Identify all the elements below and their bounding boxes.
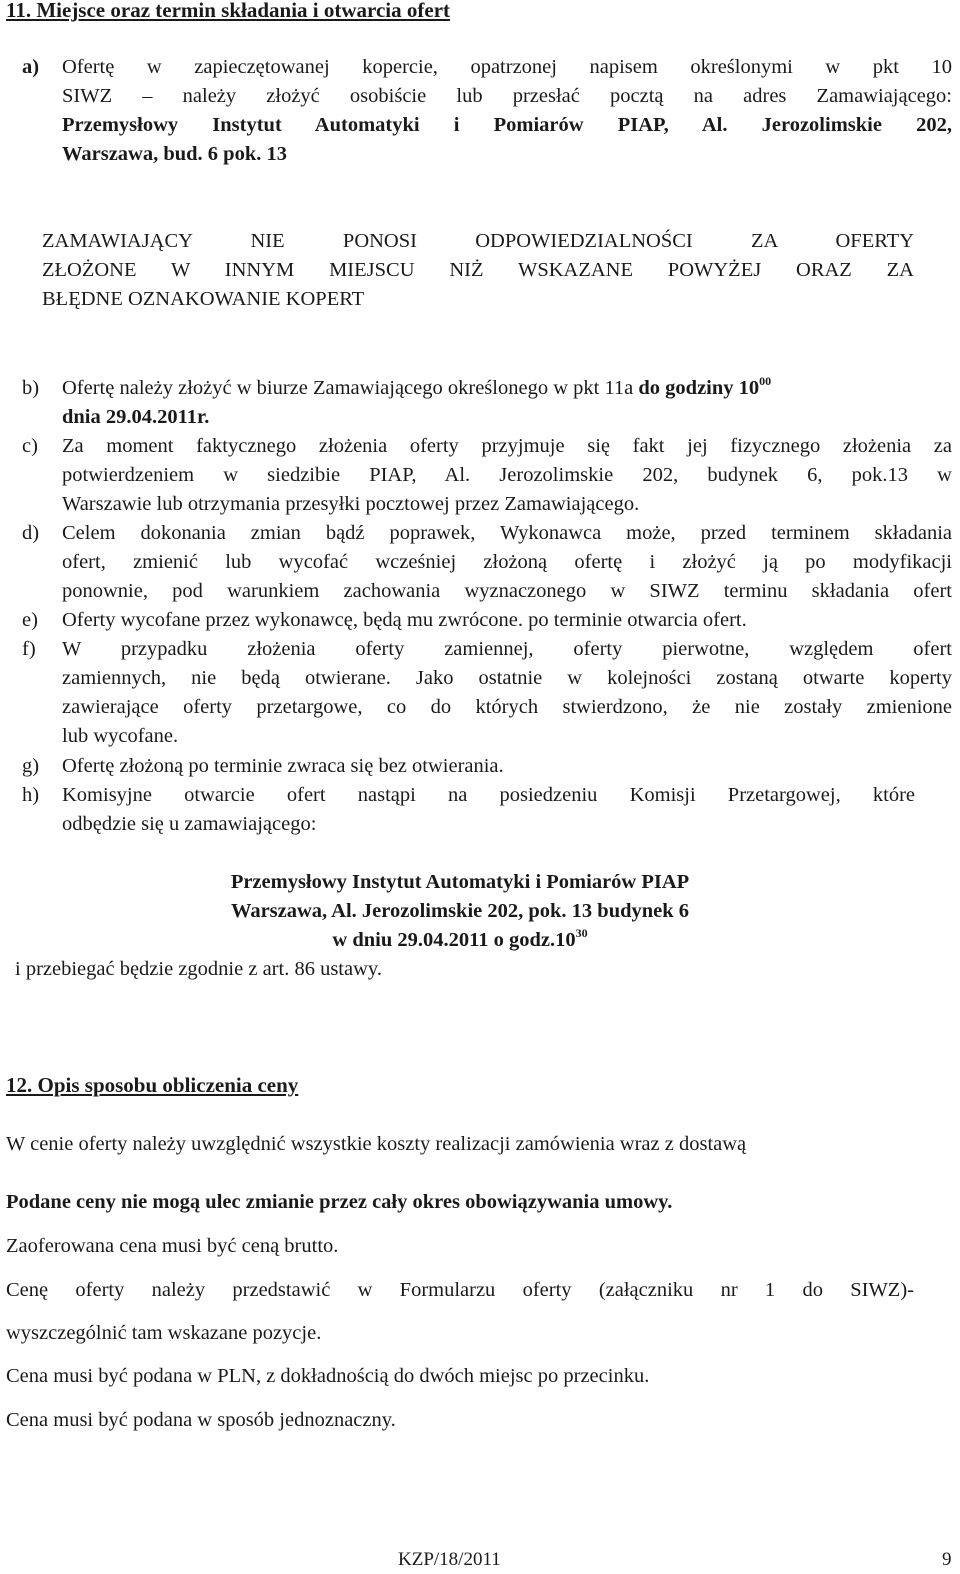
paragraph-bold: Podane ceny nie mogą ulec zmianie przez cały okres obowiązywania umowy. [6, 1191, 673, 1213]
paragraph: Cenę oferty należy przedstawić w Formularzu oferty (załączniku nr 1 do SIWZ)- [6, 1279, 914, 1301]
text-line: ponownie, pod warunkiem zachowania wyznaczonego w SIWZ terminu składania ofert [62, 580, 952, 602]
paragraph: W cenie oferty należy uwzględnić wszystkie koszty realizacji zamówienia wraz z dostawą [6, 1133, 747, 1155]
section-12-heading: 12. Opis sposobu obliczenia ceny [6, 1073, 299, 1097]
text-line: potwierdzeniem w siedzibie PIAP, Al. Jerozolimskie 202, budynek 6, pok.13 w [62, 464, 952, 486]
item-label: g) [22, 755, 40, 777]
paragraph: Cena musi być podana w sposób jednoznaczny. [6, 1409, 396, 1431]
item-label: c) [22, 435, 38, 457]
address-line: Przemysłowy Instytut Automatyki i Pomiarów PIAP [230, 871, 690, 893]
deadline-text: Ofertę należy złożyć w biurze Zamawiającego określonego w pkt 11a [62, 377, 639, 399]
item-text [62, 606, 952, 635]
text-line: Ofertę złożoną po terminie zwraca się bez otwierania. [62, 755, 504, 777]
text-line: Oferty wycofane przez wykonawcę, będą mu zwrócone. po terminie otwarcia ofert. [62, 609, 747, 631]
deadline-date: dnia 29.04.2011r. [62, 406, 210, 428]
list-item-h [22, 781, 915, 839]
notice-line: BŁĘDNE OZNAKOWANIE KOPERT [42, 288, 365, 310]
text-line: Celem dokonania zmian bądź poprawek, Wykonawca może, przed terminem składania [62, 522, 952, 544]
item-text [62, 374, 952, 432]
item-label: a) [22, 56, 40, 78]
page-number: 9 [942, 1549, 952, 1570]
list-item-d [22, 519, 952, 606]
notice-line: ZAMAWIAJĄCY NIE PONOSI ODPOWIEDZIALNOŚCI ZA OFERTY [42, 230, 914, 252]
item-label: b) [22, 377, 40, 399]
text-line: Komisyjne otwarcie ofert nastąpi na posiedzeniu Komisji Przetargowej, które [62, 784, 915, 806]
text-line: Przemysłowy Instytut Automatyki i Pomiarów PIAP, Al. Jerozolimskie 202, [62, 114, 952, 136]
text-line: Ofertę w zapieczętowanej kopercie, opatrzonej napisem określonymi w pkt 10 [62, 56, 952, 78]
text-line: ofert, zmienić lub wycofać wcześniej złożoną ofertę i złożyć ją po modyfikacji [62, 551, 952, 573]
address-line [0, 926, 920, 955]
text-line: Za moment faktycznego złożenia oferty przyjmuje się fakt jej fizycznego złożenia za [62, 435, 952, 457]
list-item-g [22, 752, 952, 781]
text-line: zawierające oferty przetargowe, co do których stwierdzono, że nie zostały zmienione [62, 696, 952, 718]
text-line: SIWZ – należy złożyć osobiście lub przesłać pocztą na adres Zamawiającego: [62, 85, 952, 107]
paragraph: wyszczególnić tam wskazane pozycje. [6, 1322, 322, 1344]
paragraph: Cena musi być podana w PLN, z dokładnością do dwóch miejsc po przecinku. [6, 1365, 650, 1387]
item-label: d) [22, 522, 40, 544]
opening-date: w dniu 29.04.2011 o godz.10 [332, 929, 576, 951]
opening-minutes: 30 [575, 926, 588, 940]
address-block [0, 868, 920, 955]
item-label: e) [22, 609, 38, 631]
item-text [62, 635, 952, 751]
list-item-e [22, 606, 952, 635]
text-line: W przypadku złożenia oferty zamiennej, oferty pierwotne, względem ofert [62, 638, 952, 660]
list-item-b [22, 374, 952, 432]
text-line [62, 374, 952, 403]
notice-line: ZŁOŻONE W INNYM MIEJSCU NIŻ WSKAZANE POWYŻEJ ORAZ ZA [42, 259, 914, 281]
item-label: f) [22, 638, 36, 660]
item-label: h) [22, 784, 40, 806]
section-11-heading: 11. Miejsce oraz termin składania i otwarcia ofert [6, 0, 451, 22]
text-line: Warszawie lub otrzymania przesyłki pocztowej przez Zamawiającego. [62, 493, 640, 515]
list-item-f [22, 635, 952, 751]
item-text [62, 432, 952, 519]
text-line: odbędzie się u zamawiającego: [62, 813, 317, 835]
item-text [62, 781, 915, 839]
deadline-minutes: 00 [759, 374, 772, 388]
closing-text: i przebiegać będzie zgodnie z art. 86 ustawy. [15, 958, 382, 980]
text-line: Warszawa, bud. 6 pok. 13 [62, 143, 287, 165]
notice-block [42, 227, 914, 314]
address-line: Warszawa, Al. Jerozolimskie 202, pok. 13 budynek 6 [230, 900, 690, 922]
footer-reference: KZP/18/2011 [398, 1549, 501, 1570]
item-text [62, 752, 952, 781]
list-item-c [22, 432, 952, 519]
item-text [62, 53, 952, 169]
text-line: zamiennych, nie będą otwierane. Jako ostatnie w kolejności zostaną otwarte koperty [62, 667, 952, 689]
list-item-a [22, 53, 952, 169]
text-line: lub wycofane. [62, 725, 179, 747]
paragraph: Zaoferowana cena musi być ceną brutto. [6, 1235, 339, 1257]
item-text [62, 519, 952, 606]
deadline-hour: do godziny 10 [638, 377, 760, 399]
